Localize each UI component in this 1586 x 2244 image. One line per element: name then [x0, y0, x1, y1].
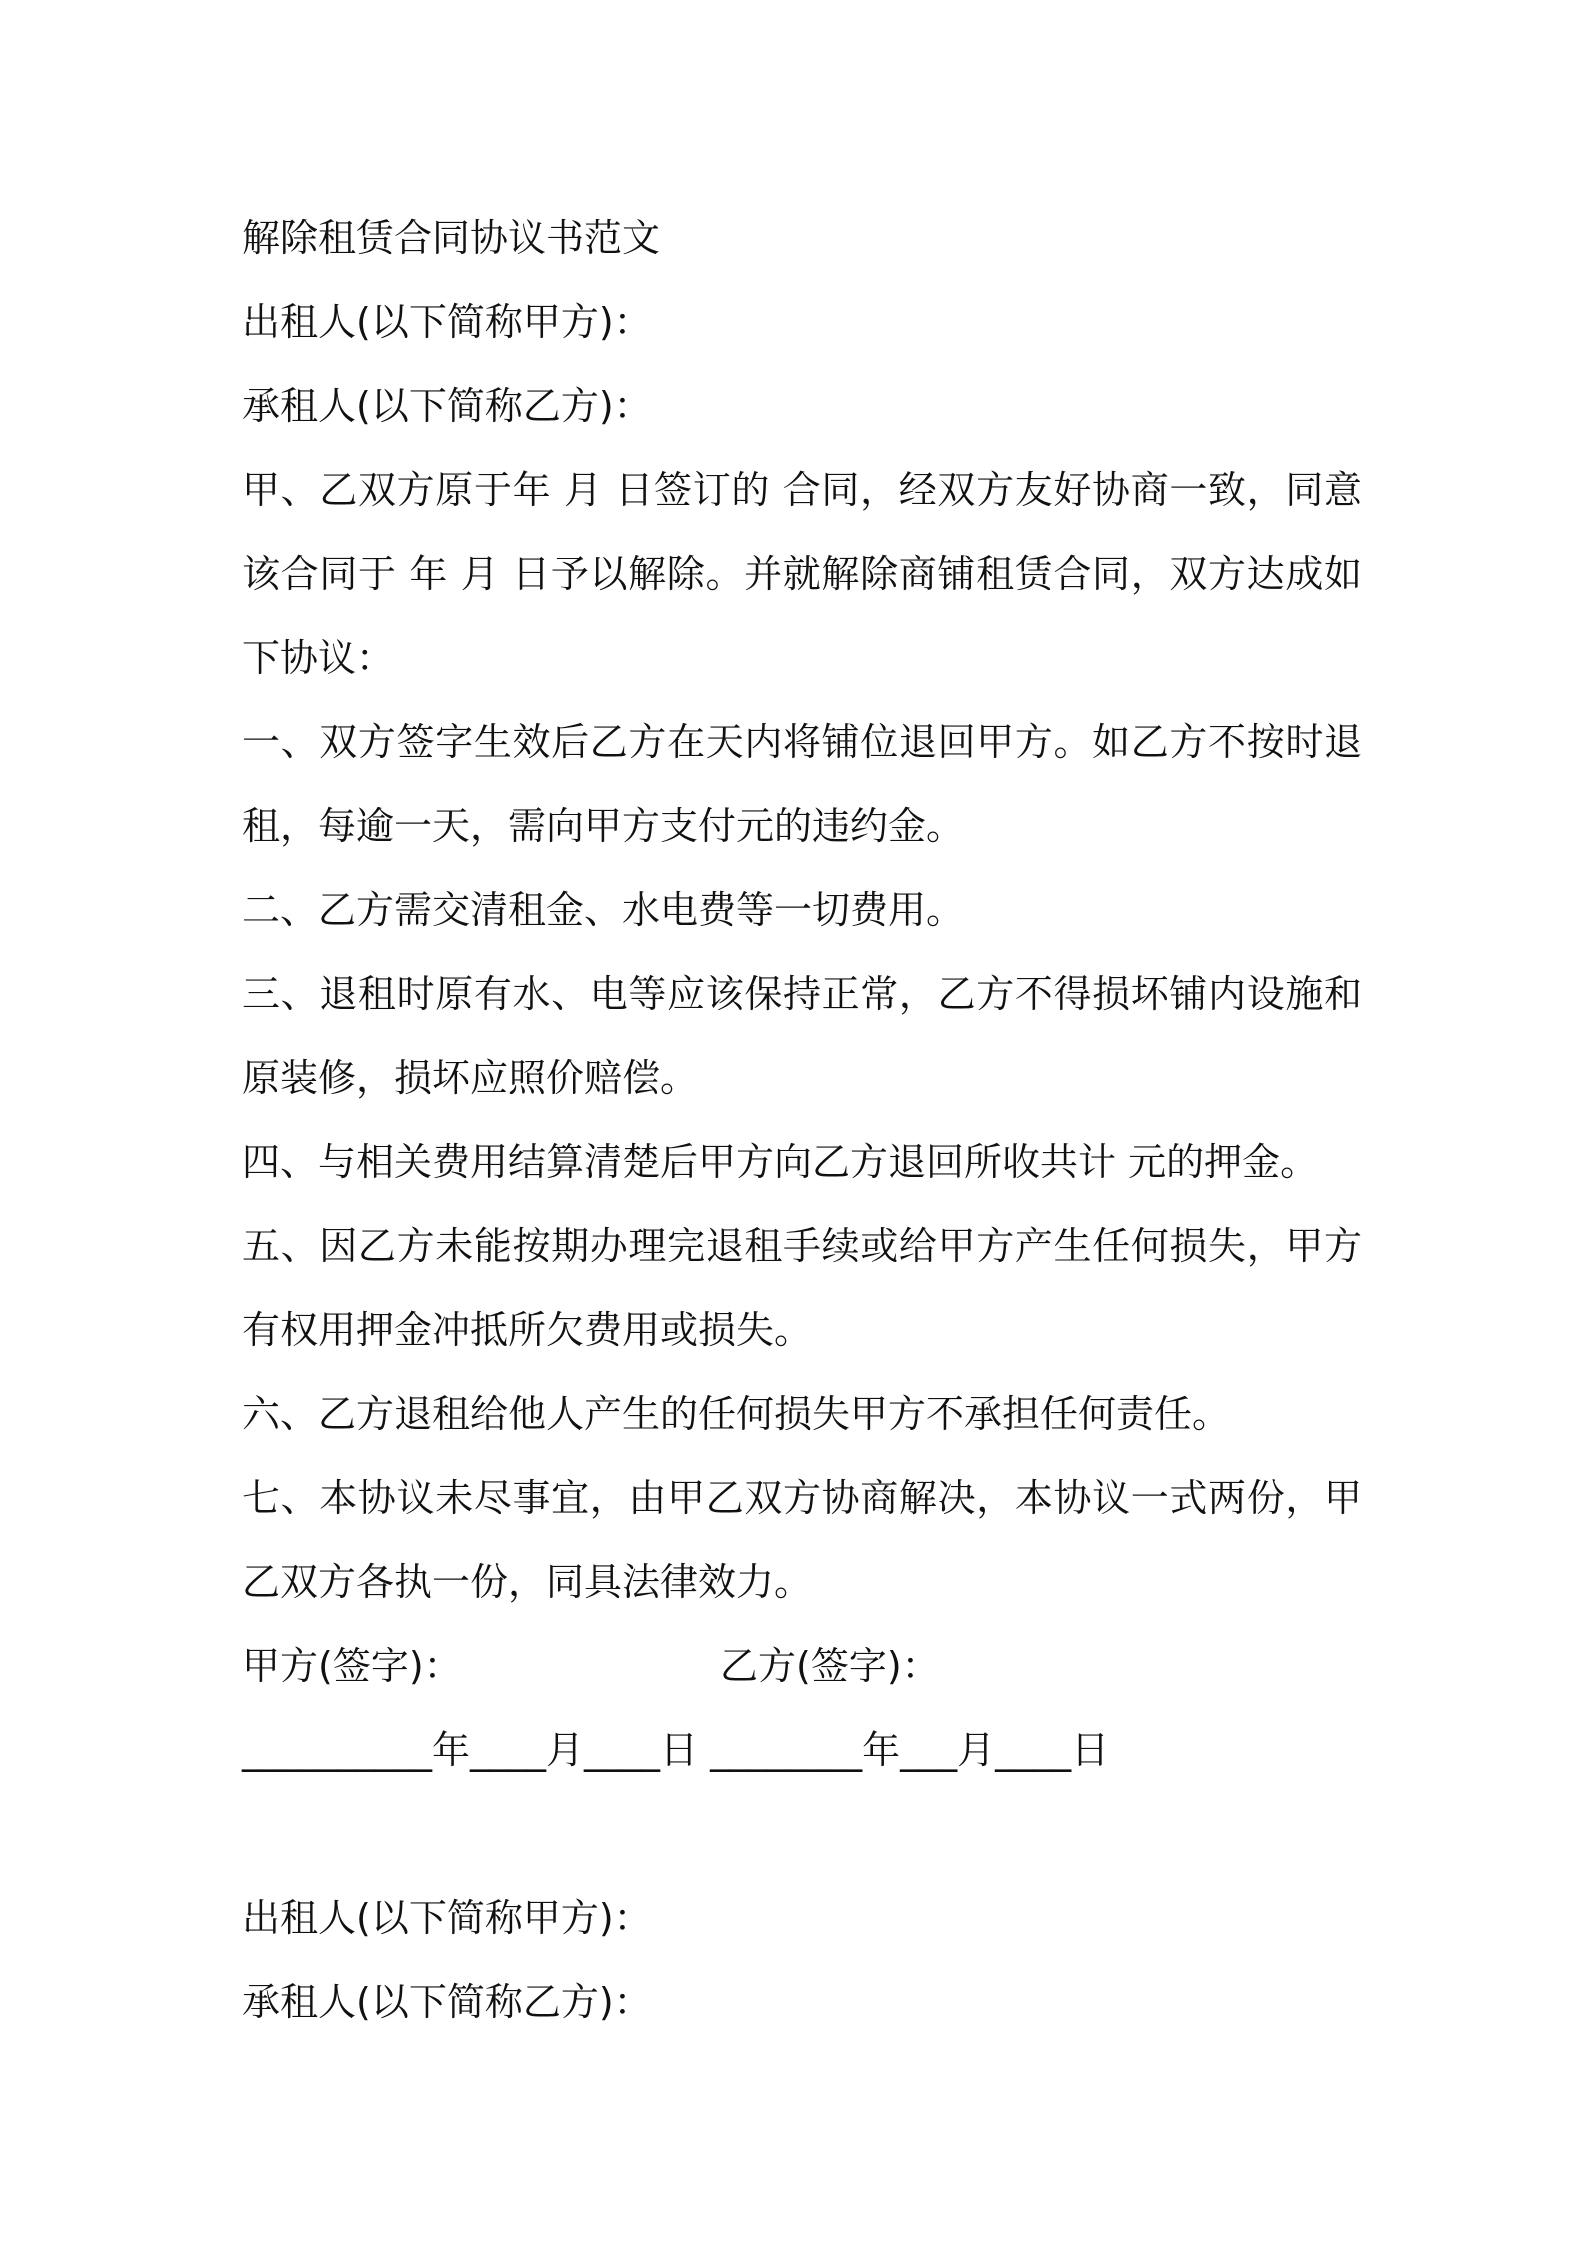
- repeat-lessor-line: 出租人(以下简称甲方)：: [242, 1896, 652, 1940]
- document-title: 解除租赁合同协议书范文: [242, 216, 661, 260]
- signature-date-line: __________年____月____日 ________年___月____日: [242, 1728, 1110, 1772]
- party-a-signature-label: 甲方(签字)：: [242, 1644, 462, 1688]
- party-b-signature-label: 乙方(签字)：: [720, 1644, 940, 1688]
- repeat-lessee-line: 承租人(以下简称乙方)：: [242, 1980, 652, 2024]
- intro-paragraph: 甲、乙双方原于年 月 日签订的 合同，经双方友好协商一致，同意该合同于 年 月 日予以解除。并就解除商铺租赁合同，双方达成如下协议：: [242, 468, 1362, 680]
- clause-1: 一、双方签字生效后乙方在天内将铺位退回甲方。如乙方不按时退租，每逾一天，需向甲方支付元的违约金。: [242, 720, 1362, 848]
- clause-5: 五、因乙方未能按期办理完退租手续或给甲方产生任何损失，甲方有权用押金冲抵所欠费用或损失。: [242, 1224, 1362, 1352]
- clause-4: 四、与相关费用结算清楚后甲方向乙方退回所收共计 元的押金。: [242, 1140, 1319, 1184]
- clause-3: 三、退租时原有水、电等应该保持正常，乙方不得损坏铺内设施和原装修，损坏应照价赔偿。: [242, 972, 1362, 1100]
- lessee-line: 承租人(以下简称乙方)：: [242, 384, 652, 428]
- section-gap: [242, 1792, 1362, 1876]
- clause-7: 七、本协议未尽事宜，由甲乙双方协商解决，本协议一式两份，甲乙双方各执一份，同具法律效力。: [242, 1476, 1362, 1604]
- clause-6: 六、乙方退租给他人产生的任何损失甲方不承担任何责任。: [242, 1392, 1231, 1436]
- document-body: [242, 196, 1362, 2044]
- lessor-line: 出租人(以下简称甲方)：: [242, 300, 652, 344]
- signature-row: [242, 1624, 1362, 1708]
- clause-2: 二、乙方需交清租金、水电费等一切费用。: [242, 888, 965, 932]
